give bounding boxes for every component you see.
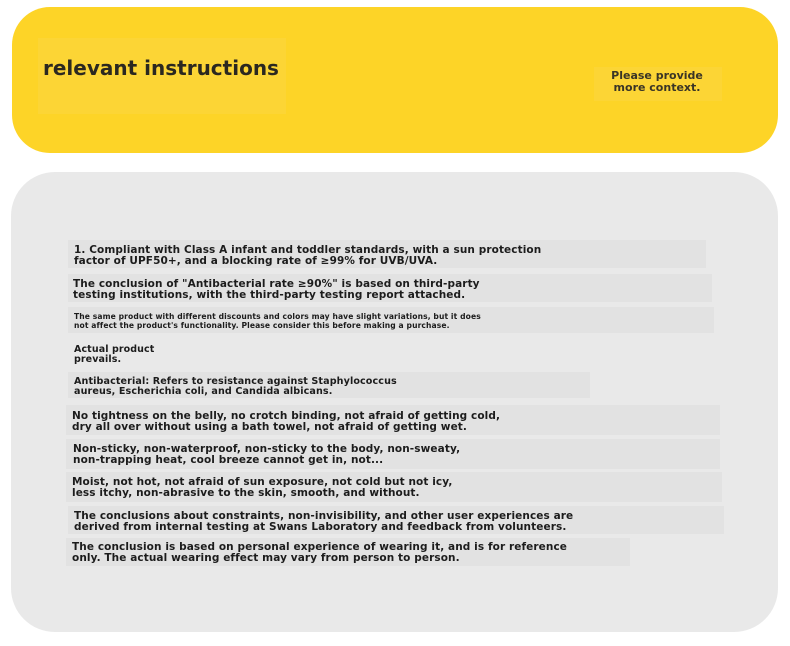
context-note: Please provide more context. (611, 69, 703, 94)
instruction-antibacterial-definition: Antibacterial: Refers to resistance against Staphylococcus aureus, Escherichia coli, and Candida albicans. (74, 376, 397, 397)
instruction-product-variations: The same product with different discounts and colors may have slight variations, but it does not affect the product's functionality. Please consider this before making a purchase. (74, 312, 481, 330)
instruction-upf-standard: 1. Compliant with Class A infant and toddler standards, with a sun protection factor of UPF50+, and a blocking rate of ≥99% for UVB/UVA. (74, 244, 542, 267)
instruction-moist: Moist, not hot, not afraid of sun exposure, not cold but not icy, less itchy, non-abrasive to the skin, smooth, and without. (72, 476, 453, 499)
instruction-testing-source: The conclusions about constraints, non-invisibility, and other user experiences are derived from internal testing at Swans Laboratory and feedback from volunteers. (74, 510, 574, 533)
instruction-antibacterial-rate: The conclusion of "Antibacterial rate ≥90%" is based on third-party testing institutions, with the third-party testing report attached. (73, 278, 480, 301)
instruction-disclaimer: The conclusion is based on personal experience of wearing it, and is for reference only. The actual wearing effect may vary from person to person. (72, 541, 568, 564)
page-title: relevant instructions (43, 56, 279, 80)
instruction-comfort-fit: No tightness on the belly, no crotch binding, not afraid of getting cold, dry all over without using a bath towel, not afraid of getting wet. (72, 410, 501, 433)
instruction-actual-product: Actual product prevails. (74, 344, 155, 365)
instruction-non-sticky: Non-sticky, non-waterproof, non-sticky to the body, non-sweaty, non-trapping heat, cool breeze cannot get in, not... (73, 443, 461, 466)
